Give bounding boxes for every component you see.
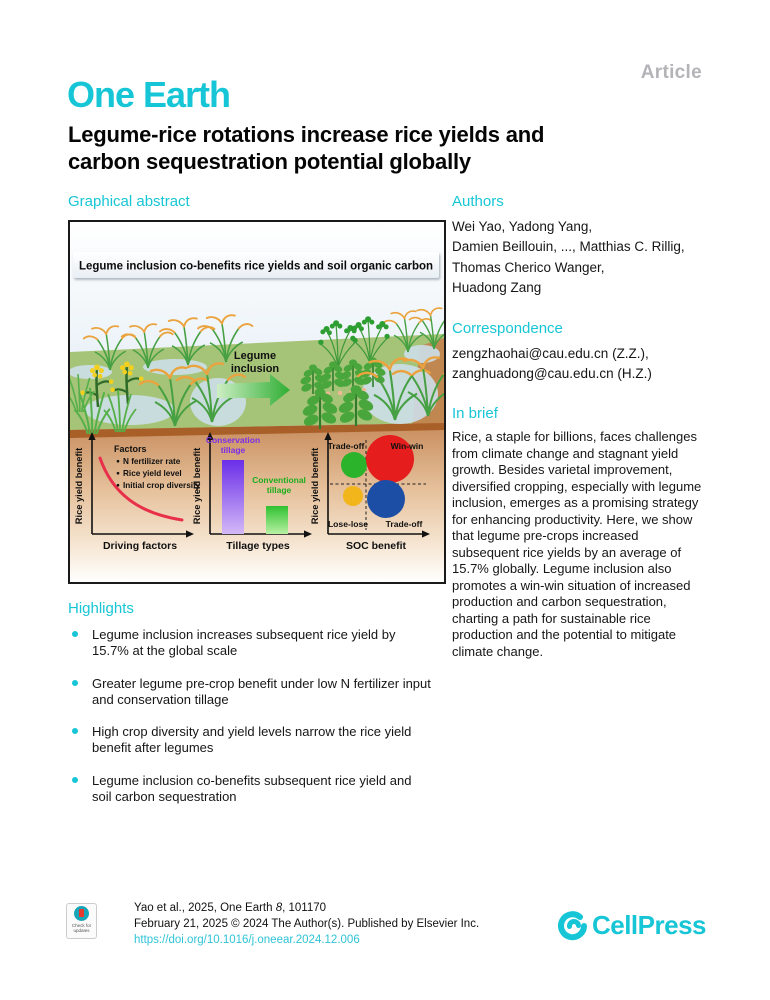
publication-line: February 21, 2025 © 2024 The Author(s). Published by Elsevier Inc. [134, 917, 480, 930]
chart2-ylabel: Rice yield benefit [192, 447, 202, 525]
chart1-legend-item: Rice yield level [123, 469, 182, 478]
chart1-ylabel: Rice yield benefit [74, 447, 84, 525]
quadrant-label-topleft: Trade-off [327, 441, 365, 451]
author-line: Damien Beillouin, ..., Matthias C. Rillig, [452, 239, 685, 255]
highlight-item [68, 627, 434, 659]
authors-heading: Authors [452, 193, 504, 210]
conservation-tillage-bar [222, 460, 244, 534]
cellpress-wordmark: CellPress [591, 910, 706, 940]
doi-link[interactable]: https://doi.org/10.1016/j.oneear.2024.12.006 [134, 933, 360, 946]
cellpress-logo[interactable] [558, 910, 706, 941]
quadrant-label-bottomleft: Lose-lose [327, 519, 369, 529]
journal-logo: One Earth [67, 74, 231, 115]
highlight-text: Legume inclusion co-benefits subsequent rice yield and soil carbon sequestration [92, 773, 412, 805]
quadrant-label-topright: Win-win [390, 441, 424, 451]
bubble-loselose [343, 486, 363, 506]
highlight-item [68, 724, 434, 756]
highlight-text: Greater legume pre-crop benefit under low N fertilizer input and conservation tillage [92, 675, 431, 707]
bullet-icon [72, 680, 78, 686]
highlight-text: Legume inclusion increases subsequent rice yield by 15.7% at the global scale [92, 627, 396, 658]
chart1-legend-item: Initial crop diversity [123, 481, 201, 490]
chart1-xlabel: Driving factors [102, 540, 178, 552]
correspondence-email[interactable]: zanghuadong@cau.edu.cn (H.Z.) [452, 365, 652, 381]
chart2-xlabel: Tillage types [226, 540, 290, 552]
check-for-updates-label: Check for updates [71, 923, 92, 934]
bullet-icon [72, 631, 78, 637]
author-line: Huadong Zang [452, 279, 542, 295]
banner-title: Legume inclusion co-benefits rice yields and soil organic carbon [79, 260, 433, 273]
highlight-text: High crop diversity and yield levels narrow the rice yield benefit after legumes [92, 724, 412, 756]
bubble-tradeoff-topleft [341, 452, 367, 478]
in-brief-text: Rice, a staple for billions, faces challenges from climate change and stagnant yield growth. Besides varietal improvement, diversified cropping, especially with legume inclusion, emerges as a promising strategy for enhancing productivity. Here, we show that legume pre-crops increased subsequent rice yields by an average of 15.7% globally. Legume inclusion also promotes a win-win situation of increased production and carbon sequestration, charting a path for sustainable rice production and the potential to mitigate climate change. [452, 429, 702, 659]
author-line: Thomas Cherico Wanger, [452, 259, 605, 275]
conventional-tillage-label: Conventional tillage [252, 476, 306, 495]
check-for-updates-badge[interactable] [66, 903, 97, 939]
highlight-item [68, 773, 434, 805]
graphical-abstract-heading: Graphical abstract [68, 193, 190, 210]
legume-inclusion-label: Legume inclusion [230, 350, 280, 375]
citation-line: Yao et al., 2025, One Earth 8, 101170 [134, 902, 327, 914]
quadrant-label-bottomright: Trade-off [385, 519, 423, 529]
cellpress-icon [558, 911, 588, 941]
bullet-icon [72, 777, 78, 783]
graphical-abstract-art [70, 222, 444, 582]
chart1-legend-item: N fertilizer rate [123, 457, 181, 466]
highlights-heading: Highlights [68, 600, 134, 617]
crossmark-icon [74, 906, 89, 921]
chart3-xlabel: SOC benefit [345, 540, 407, 552]
in-brief-heading: In brief [452, 405, 498, 423]
graphical-abstract-figure [68, 220, 446, 584]
article-type-label: Article [640, 62, 702, 83]
author-line: Wei Yao, Yadong Yang, [452, 219, 593, 234]
bullet-icon [72, 728, 78, 734]
conventional-tillage-bar [266, 506, 288, 534]
volume-number: 8 [275, 902, 283, 914]
chart1-legend-title: Factors [114, 444, 147, 454]
conservation-tillage-label: Conservation tillage [205, 436, 261, 455]
chart3-ylabel: Rice yield benefit [310, 447, 320, 525]
highlights-section [68, 600, 446, 822]
bubble-tradeoff-bottomright [367, 480, 405, 518]
paper-title: Legume-rice rotations increase rice yields and carbon sequestration potential globally [68, 122, 545, 174]
correspondence-email[interactable]: zengzhaohai@cau.edu.cn (Z.Z.), [452, 346, 649, 361]
highlight-item [68, 676, 434, 708]
citation-block [134, 901, 479, 949]
correspondence-heading: Correspondence [452, 320, 563, 337]
info-column [452, 193, 704, 660]
